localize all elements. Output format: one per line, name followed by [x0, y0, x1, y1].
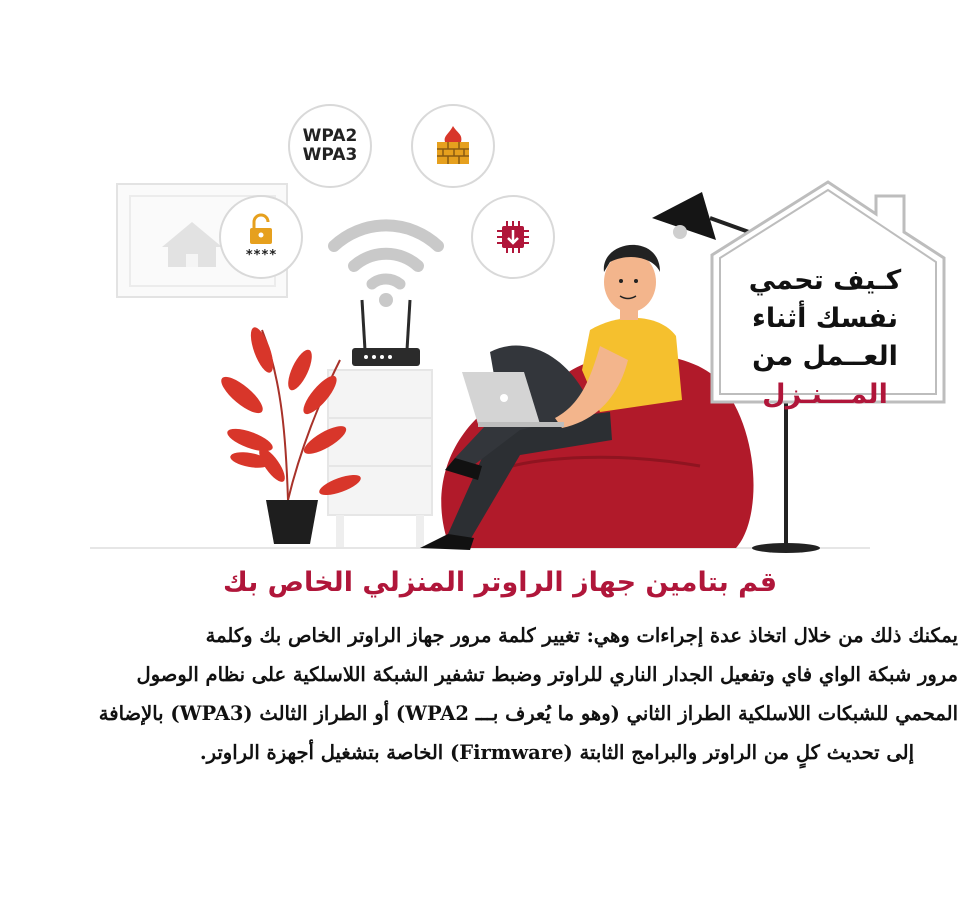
house-title — [730, 262, 920, 414]
house-title-line-3: العــمل من — [752, 341, 898, 372]
wpa3-label: WPA3 — [302, 145, 358, 165]
password-dots: **** — [245, 247, 277, 263]
paragraph-line-4: إلى تحديث كلٍ من الراوتر والبرامج الثابتة (Firmware) الخاصة بتشغيل أجهزة الراوتر. — [199, 741, 914, 764]
chip-icon — [494, 218, 532, 256]
house-title-line-4: المـــنـزل — [762, 379, 888, 410]
firewall-icon — [431, 124, 475, 168]
firmware-badge — [471, 195, 555, 279]
password-badge — [219, 195, 303, 279]
paragraph-line-1: يمكنك ذلك من خلال اتخاذ عدة إجراءات وهي: تغيير كلمة مرور جهاز الراوتر الخاص بك وكلمة — [205, 624, 958, 647]
wifi-icon — [334, 225, 438, 284]
firewall-badge — [411, 104, 495, 188]
body-paragraph — [0, 616, 958, 772]
paragraph-line-2: مرور شبكة الواي فاي وتفعيل الجدار الناري للراوتر وضبط تشفير الشبكة اللاسلكية على نظام الوصول — [136, 663, 958, 686]
router-icon — [352, 300, 420, 366]
wpa-badge — [288, 104, 372, 188]
wpa2-label: WPA2 — [302, 126, 358, 146]
section-heading: قم بتامين جهاز الراوتر المنزلي الخاص بك — [222, 567, 778, 598]
unlock-icon — [244, 212, 278, 246]
house-title-line-1: كـيف تحمي — [748, 265, 902, 296]
house-title-line-2: نفسك أثناء — [752, 303, 898, 334]
paragraph-line-3: المحمي للشبكات اللاسلكية الطراز الثاني (وهو ما يُعرف بـــ WPA2) أو الطراز الثالث (WPA3) بالإضافة — [98, 702, 958, 725]
cabinet — [328, 370, 432, 547]
